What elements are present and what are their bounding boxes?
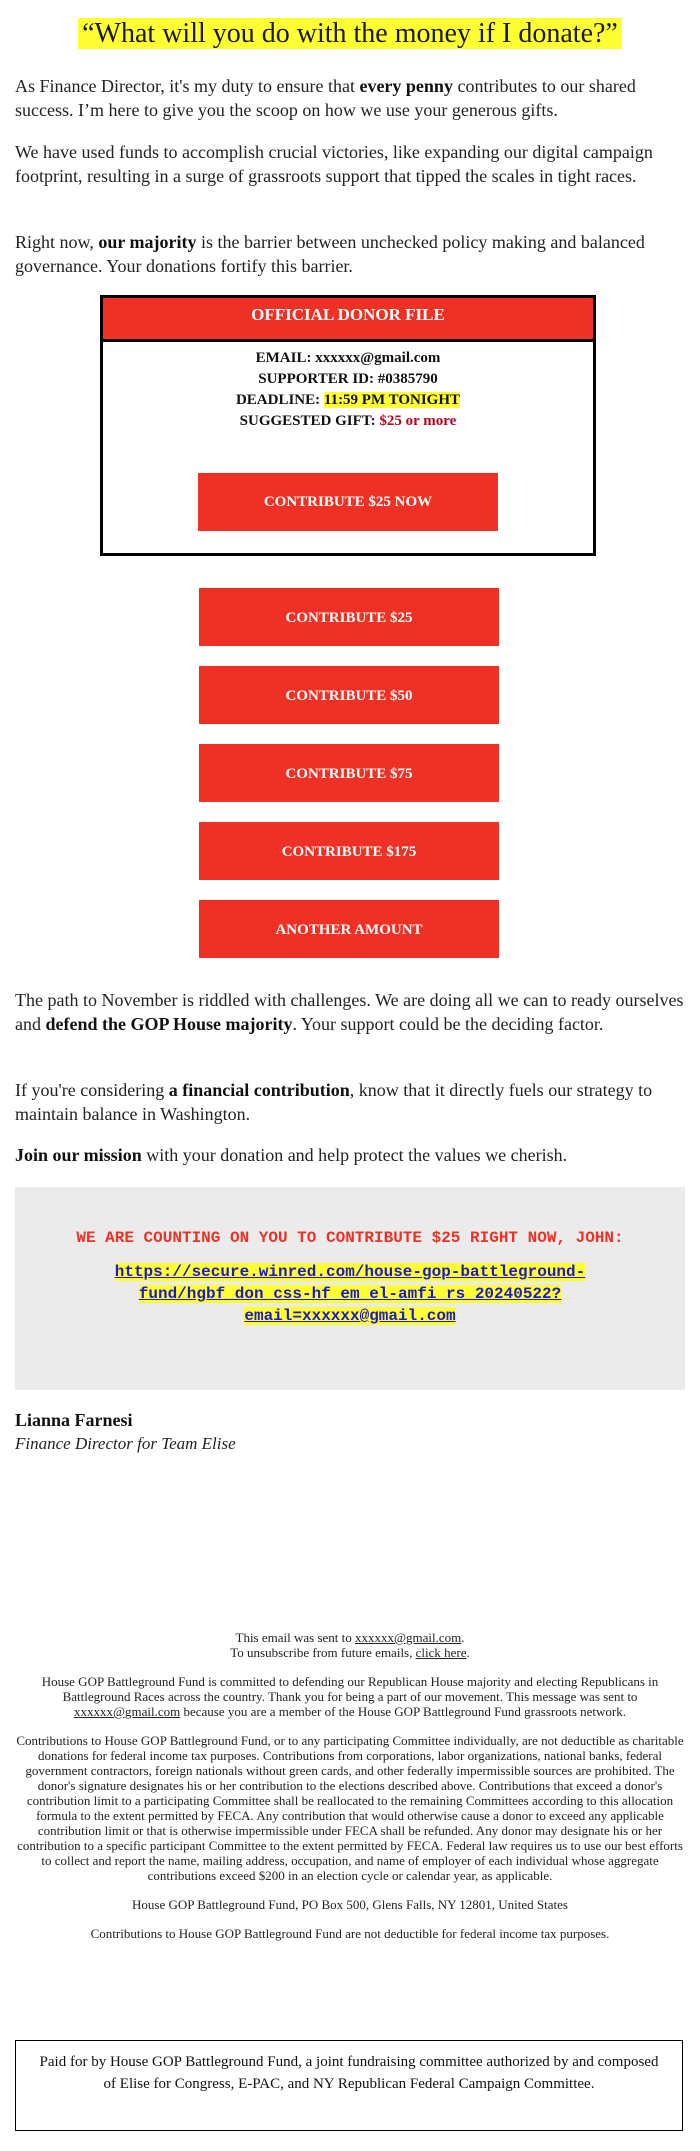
intro-p1-text-c: contributes to our shared success. I’m here to give you the scoop on how we use your generous gifts. bbox=[15, 76, 636, 120]
counting-on-you-box bbox=[15, 1187, 685, 1390]
p6-text-b: with your donation and help protect the values we cherish. bbox=[141, 1145, 568, 1165]
p4-text-a: The path to November is riddled with challenges. We are doing all we can to ready ourselves and bbox=[15, 990, 684, 1034]
signature-title: Finance Director for Team Elise bbox=[15, 1434, 236, 1453]
footer-committed bbox=[15, 1674, 685, 1719]
p5-bold: a financial contribution bbox=[168, 1080, 350, 1100]
contribute-75-button[interactable]: CONTRIBUTE $75 bbox=[199, 744, 499, 802]
committed-email-link[interactable]: xxxxxx@gmail.com bbox=[74, 1704, 181, 1719]
counting-on-you-text: WE ARE COUNTING ON YOU TO CONTRIBUTE $25 RIGHT NOW, JOHN: bbox=[76, 1229, 624, 1247]
suggested-gift-row bbox=[103, 411, 593, 432]
headline bbox=[15, 14, 685, 64]
p5-text-a: If you're considering bbox=[15, 1080, 169, 1100]
committed-text-b: because you are a member of the House GOP Battleground Fund grassroots network. bbox=[180, 1704, 626, 1719]
donor-email-row bbox=[103, 348, 593, 369]
p6-bold: Join our mission bbox=[15, 1145, 142, 1165]
contribute-25-now-button[interactable]: CONTRIBUTE $25 NOW bbox=[198, 473, 498, 531]
contribution-buttons bbox=[199, 588, 499, 978]
footer-sent-to bbox=[15, 1630, 685, 1660]
sent-to-email-link[interactable]: xxxxxx@gmail.com bbox=[355, 1630, 462, 1645]
sent-to-text: This email was sent to bbox=[235, 1630, 356, 1645]
headline-text: “What will you do with the money if I donate?” bbox=[78, 18, 622, 49]
intro-p1-text-a: As Finance Director, it's my duty to ensure that bbox=[15, 76, 360, 96]
intro-p1-bold: every penny bbox=[359, 76, 453, 96]
supporter-id: #0385790 bbox=[377, 371, 438, 387]
committed-text-a: House GOP Battleground Fund is committed to defending our Republican House majority and electing Republicans in Battleground Races across the country. Thank you for being a part of our movement. This message was sent to bbox=[41, 1674, 659, 1704]
footer-disclaimer: Contributions to House GOP Battleground Fund, or to any participating Committee individually, are not deductible as charitable donations for federal income tax purposes. Contributions from corporations, labor organizations, national banks, federal government contractors, foreign nationals without green cards, and other federally impermissible sources are prohibited. The donor's signature designates his or her contribution to the elections described above. Contributions that exceed a donor's contribution limit to a participating Committee shall be reallocated to the remaining Committees according to this allocation formula to the extent permitted by FECA. Any contribution that would otherwise cause a donor to exceed any applicable contribution limit or that is otherwise impermissible under FECA shall be refunded. Any donor may designate his or her contribution to a specific participant Committee to the extent permitted by FECA. Federal law requires us to use our best efforts to collect and report the name, mailing address, occupation, and name of employer of each individual whose aggregate contributions exceed $200 in an election cycle or calendar year, as applicable. bbox=[16, 1733, 684, 1883]
deadline-label: DEADLINE: bbox=[235, 392, 324, 408]
intro-p3-text-c: is the barrier between unchecked policy making and balanced governance. Your donations fortify this barrier. bbox=[15, 232, 645, 276]
donor-file-box bbox=[100, 295, 596, 556]
contribute-50-button[interactable]: CONTRIBUTE $50 bbox=[199, 666, 499, 724]
intro-paragraph-3 bbox=[15, 230, 685, 278]
contribute-175-button[interactable]: CONTRIBUTE $175 bbox=[199, 822, 499, 880]
intro-p3-text-a: Right now, bbox=[15, 232, 99, 252]
email-label: EMAIL: bbox=[255, 350, 316, 366]
p5-text-c: , know that it directly fuels our strategy to maintain balance in Washington. bbox=[15, 1080, 653, 1124]
footer-address: House GOP Battleground Fund, PO Box 500, Glens Falls, NY 12801, United States bbox=[132, 1897, 568, 1912]
sent-to-period: . bbox=[461, 1630, 465, 1645]
p4-bold: defend the GOP House majority bbox=[45, 1014, 293, 1034]
unsubscribe-period: . bbox=[466, 1645, 470, 1660]
signature-name: Lianna Farnesi bbox=[15, 1410, 133, 1430]
unsubscribe-text: To unsubscribe from future emails, bbox=[230, 1645, 416, 1660]
intro-paragraph-1 bbox=[15, 74, 685, 122]
suggested-gift-value: $25 or more bbox=[379, 413, 457, 429]
paid-for-box: Paid for by House GOP Battleground Fund, a joint fundraising committee authorized by and composed of Elise for Congress, E-PAC, and NY Republican Federal Campaign Committee. bbox=[15, 2040, 683, 2131]
supporter-id-label: SUPPORTER ID: bbox=[258, 371, 378, 387]
intro-p3-bold: our majority bbox=[98, 232, 197, 252]
intro-paragraph-2: We have used funds to accomplish crucial victories, like expanding our digital campaign footprint, resulting in a surge of grassroots support that tipped the scales in tight races. bbox=[15, 142, 653, 186]
donation-link-wrapper bbox=[15, 1261, 685, 1327]
donor-file-title: OFFICIAL DONOR FILE bbox=[103, 298, 593, 342]
body-paragraph-6 bbox=[15, 1143, 685, 1167]
another-amount-button[interactable]: ANOTHER AMOUNT bbox=[199, 900, 499, 958]
p4-text-c: . Your support could be the deciding factor. bbox=[292, 1014, 604, 1034]
contribute-25-button[interactable]: CONTRIBUTE $25 bbox=[199, 588, 499, 646]
deadline-value: 11:59 PM TONIGHT bbox=[323, 392, 461, 408]
supporter-id-row bbox=[103, 369, 593, 390]
footer bbox=[15, 1630, 685, 1955]
deadline-row bbox=[103, 390, 593, 411]
suggested-gift-label: SUGGESTED GIFT: bbox=[239, 413, 380, 429]
unsubscribe-link[interactable]: click here bbox=[415, 1645, 467, 1660]
donor-email: xxxxxx@gmail.com bbox=[315, 350, 441, 366]
donation-link[interactable]: https://secure.winred.com/house-gop-battleground-fund/hgbf_don_css-hf_em_el-amfi_rs_20240522?email=xxxxxx@gmail.com bbox=[114, 1263, 586, 1325]
body-paragraph-4 bbox=[15, 988, 685, 1036]
email-body bbox=[15, 0, 685, 2092]
body-paragraph-5 bbox=[15, 1078, 685, 1126]
footer-not-deductible: Contributions to House GOP Battleground Fund are not deductible for federal income tax purposes. bbox=[90, 1926, 610, 1941]
